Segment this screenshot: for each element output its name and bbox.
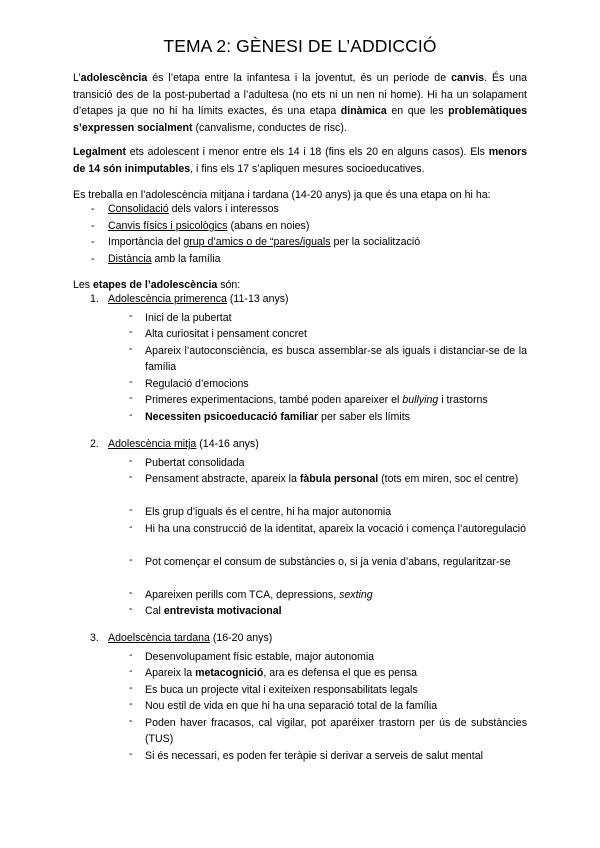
item-text: Apareix l’autoconsciència, es busca assemblar-se als iguals i distanciar-se de la família [145, 344, 527, 373]
list-item [0, 409, 600, 426]
underlined-term: Consolidació [108, 203, 169, 215]
dash-bullet: - [129, 553, 133, 566]
paragraph-adolescence-definition [73, 70, 527, 136]
dash-bullet: - [129, 471, 133, 483]
list-item [0, 649, 600, 666]
list-item [0, 715, 600, 748]
item-text: Apareix la [145, 667, 196, 679]
stage-range: (16-20 anys) [209, 632, 273, 644]
item-text: Primeres experimentacions, també poden apareixer el [145, 394, 403, 406]
list-item [0, 220, 600, 237]
item-text: Els grup d’iguals és el centre, hi ha major autonomia [145, 506, 392, 518]
dash-bullet: - [129, 665, 133, 677]
item-text: Apareixen perills com TCA, depressions, [145, 588, 340, 601]
dash-bullet: - [129, 504, 133, 516]
stage-name: Adolescència primerenca [108, 293, 227, 305]
list-item [0, 343, 600, 376]
list-item [0, 603, 600, 620]
dash-bullet: - [129, 326, 133, 338]
stage-number: 1. [90, 293, 99, 305]
list-item [0, 392, 600, 409]
list-item [0, 521, 600, 554]
item-text: Alta curiositat i pensament concret [145, 328, 307, 340]
paragraph-intro-list: Es treballa en l’adolescència mitjana i tardana (14-20 anys) ja que és una etapa on hi ha: [73, 189, 491, 201]
paragraph-legal [73, 144, 527, 177]
dash-bullet: - [129, 520, 133, 533]
bold-term: menors de 14 són inimputables [73, 146, 527, 175]
stage-number: 2. [90, 438, 99, 450]
dash-bullet: - [129, 375, 133, 388]
text-run: Importància del [108, 236, 184, 248]
text-run: és l’etapa entre la infantesa i la joventut, és un període de [147, 72, 452, 84]
stage-heading [0, 632, 600, 649]
dash-bullet: - [91, 236, 95, 248]
dash-bullet: - [129, 454, 133, 467]
dash-bullet: - [129, 648, 133, 661]
underlined-term: grup d’amics o de “pares/iguals [183, 236, 331, 248]
dash-bullet: - [129, 698, 133, 710]
list-item [0, 310, 600, 327]
list-item [0, 326, 600, 343]
dash-bullet: - [129, 408, 133, 421]
stage-number: 3. [90, 632, 99, 644]
dash-bullet: - [129, 714, 133, 727]
bold-term: metacognició [195, 667, 264, 679]
bold-term: Legalment [73, 146, 126, 158]
stage-range: (14-16 anys) [196, 438, 259, 450]
stage-name: Adoelscència tardana [108, 632, 210, 644]
list-item [0, 698, 600, 715]
list-item [0, 376, 600, 393]
text-run: dels valors i interessos [168, 203, 279, 215]
text-run: Les [73, 279, 94, 291]
list-item [0, 682, 600, 699]
list-item [0, 471, 600, 504]
list-item [0, 236, 600, 253]
list-item [0, 504, 600, 521]
underlined-term: Distància [108, 252, 152, 265]
dash-bullet: - [129, 392, 133, 404]
item-text: Inici de la pubertat [145, 311, 232, 324]
dash-bullet: - [91, 252, 95, 265]
list-item [0, 455, 600, 472]
bold-term: canvis [451, 72, 485, 84]
item-text: Cal [145, 605, 164, 617]
text-run: , ara es defensa el que es pensa [263, 667, 418, 679]
text-run: en que les [386, 105, 449, 117]
bold-term: entrevista motivacional [163, 605, 282, 617]
text-run: . És una transició des de la post-pubertad a l’adultesa (no ets ni un nen ni home). Hi ha un solapament d’etapes ja que no hi ha límits exactes, és una etapa [73, 72, 528, 117]
underlined-term: Canvis físics i psicològics [108, 219, 228, 232]
stages-intro [73, 277, 240, 294]
stage-range: (11-13 anys) [226, 293, 289, 305]
text-run: són: [217, 279, 241, 291]
text-run: (tots em miren, soc el centre) [378, 473, 519, 485]
bold-term: Necessiten psicoeducació familiar [145, 410, 319, 423]
item-text: Desenvolupament físic estable, major autonomia [145, 650, 375, 663]
dash-bullet: - [129, 681, 133, 694]
dash-bullet: - [129, 309, 133, 322]
item-text: Regulació d’emocions [145, 377, 249, 390]
item-text: Si és necessari, es poden fer teràpie si derivar a serveis de salut mental [145, 749, 483, 762]
dash-bullet: - [129, 586, 133, 599]
item-text: Es buca un projecte vital i exiteixen responsabilitats legals [145, 683, 418, 696]
bold-term: problemàtiques s’expressen socialment [73, 105, 527, 134]
text-run: amb la família [151, 252, 221, 265]
dash-bullet: - [91, 203, 95, 215]
text-run: per la socialització [330, 236, 421, 248]
dash-bullet: - [129, 603, 133, 615]
list-item [0, 253, 600, 270]
dash-bullet: - [129, 747, 133, 760]
list-item [0, 587, 600, 604]
stage-heading [0, 438, 600, 455]
text-run: per saber els límits [318, 410, 410, 423]
text-run: (canvalisme, conductes de risc). [192, 121, 347, 134]
item-text: Pot començar el consum de substàncies o, si ja venia d’abans, regularitzar-se [145, 555, 511, 568]
item-text: Nou estil de vida en que hi ha una separació total de la família [145, 700, 438, 712]
italic-term: bullying [402, 394, 439, 406]
dash-bullet: - [91, 219, 95, 232]
list-item [0, 203, 600, 220]
list-item [0, 748, 600, 765]
text-run: , i fins els 17 s’apliquen mesures socioeducatives. [190, 162, 425, 175]
item-text: Pubertat consolidada [145, 456, 245, 469]
italic-term: sexting [339, 588, 373, 601]
stage-name: Adolescència mitja [108, 438, 197, 450]
bold-term: adolescència [80, 72, 148, 84]
text-run: ets adolescent i menor entre els 14 i 18 (fins els 20 en alguns casos). Els [125, 146, 489, 158]
stage-heading [0, 293, 600, 310]
text-run: i trastorns [438, 394, 488, 406]
item-text: Poden haver fracasos, cal vigilar, pot aparéixer trastorn per ús de substàncies (TUS) [145, 716, 527, 745]
dash-bullet: - [129, 342, 133, 355]
list-item [0, 665, 600, 682]
list-item [0, 554, 600, 587]
bold-term: etapes de l’adolescència [93, 279, 218, 291]
item-text: Pensament abstracte, apareix la [145, 473, 300, 485]
text-run: (abans en noies) [227, 219, 310, 232]
bold-term: dinàmica [340, 105, 387, 117]
text-run: L’ [73, 72, 81, 84]
item-text: Hi ha una construcció de la identitat, apareix la vocació i comença l’autoregulació [145, 522, 527, 535]
bold-term: fàbula personal [299, 473, 379, 485]
page-title: TEMA 2: GÈNESI DE L’ADDICCIÓ [163, 36, 437, 56]
